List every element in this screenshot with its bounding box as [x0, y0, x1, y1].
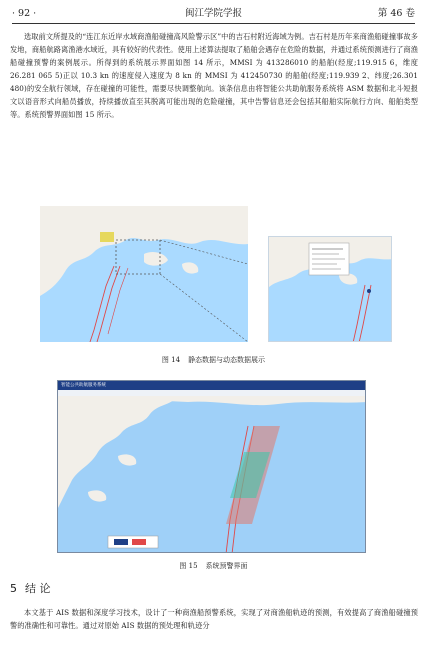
figure-14-number: 图 14 — [161, 356, 181, 364]
volume-label: 第 46 卷 — [377, 8, 415, 19]
detail-map-graphic — [269, 237, 392, 342]
section-number: 5 — [10, 582, 17, 595]
figure-14 — [40, 206, 392, 342]
page-number: · 92 · — [12, 8, 37, 19]
app-title-bar — [58, 381, 365, 390]
coastline-map-graphic — [40, 206, 248, 342]
section-title: 结 论 — [25, 582, 51, 595]
figure-15-caption — [0, 561, 427, 571]
app-title: 智能公共助航服务系统 — [61, 383, 106, 388]
warning-map-graphic — [58, 396, 366, 553]
figure-14-title: 静态数据与动态数据展示 — [188, 356, 266, 364]
dynamic-data-map — [268, 236, 392, 342]
section-heading — [10, 580, 51, 596]
figure-15-warning-interface — [57, 380, 366, 553]
static-data-map — [40, 206, 248, 342]
conclusion-paragraph: 本文基于 AIS 数据和深度学习技术，设计了一种商渔船预警系统，实现了对商渔船轨迹的预测，有效提高了商渔船碰撞预警的准确性和可靠性。通过对原始 AIS 数据的预处理和轨迹分 — [10, 608, 418, 630]
figure-15-number: 图 15 — [179, 562, 198, 570]
body-paragraph: 选取前文所提及的“连江东近岸水域商渔船碰撞高风险警示区”中的吉石村附近海域为例。吉石村是历年来商渔船碰撞事故多发地，商船航路离渔港水域近，具有较好的代表性。使用上述算法提取了船舶会遇存在危险的数据，并通过系统预测进行了商渔船碰撞预警的案例展示。所得到的系统展示界面如图 14 所示，MMSI 为 413286010 的船舶(经度;119.915 6，维度 26.281 065 5)正以 10.3 kn 的速度侵入速度为 8 kn 的 MMSI 为 412450730 的船舶(经度;119.939 2、纬度;26.301 480)的安全航行领域，存在碰撞的可能性，需要尽快调整航向。该条信息由将智能公共助航服务系统将 ASM 数据和北斗短报文以语音形式向船员播放，持续播放直至其脱离可能出现的危险碰撞，其中告警信息还会包括其船舶实际航行方向、船舶类型等。系统预警界面如图 15 所示。 — [10, 32, 418, 119]
journal-title: 闽江学院学报 — [184, 8, 242, 19]
running-header — [12, 6, 415, 24]
figure-14-caption — [0, 355, 427, 365]
figure-15-title: 系统预警界面 — [205, 562, 248, 570]
